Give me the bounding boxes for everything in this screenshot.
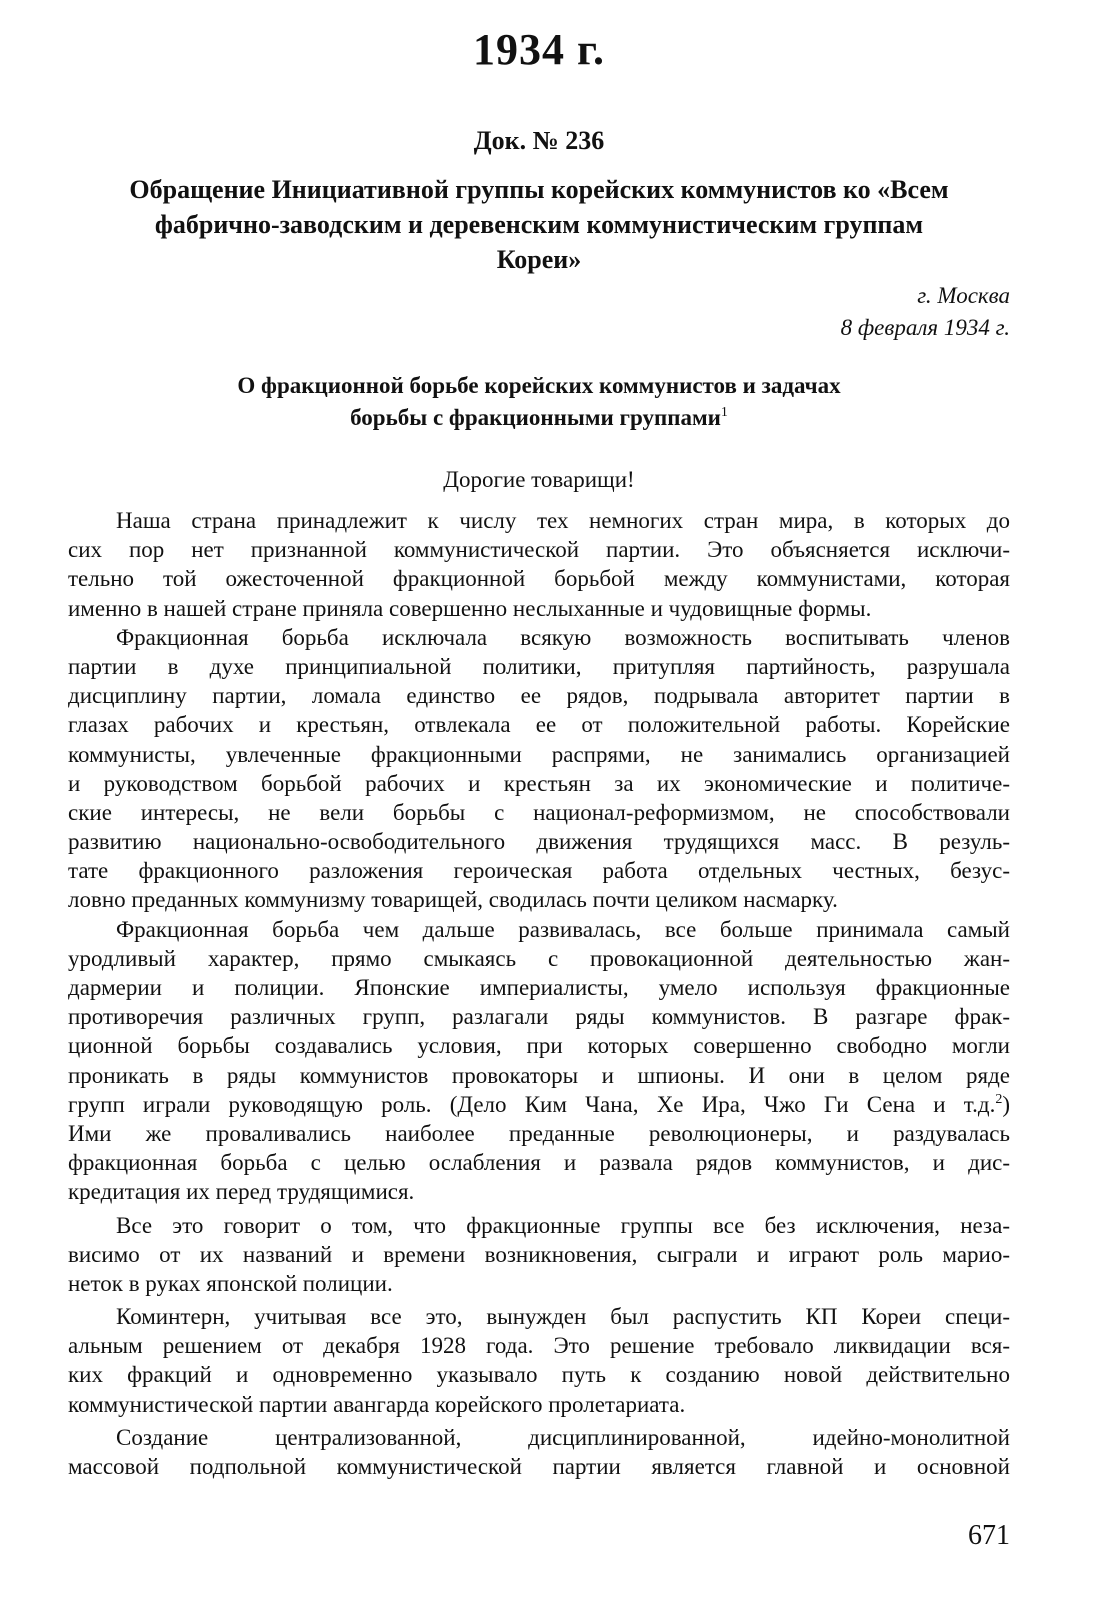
section-subtitle xyxy=(68,370,1010,434)
greeting: Дорогие товарищи! xyxy=(443,467,635,492)
footnote-mark: 2 xyxy=(995,1091,1003,1107)
text-line: противоречия различных групп, разлагали ряды коммунистов. В разгаре фрак- xyxy=(68,1004,1010,1030)
subtitle-line-text: борьбы с фракционными группами xyxy=(350,405,721,430)
text-line: неток в руках японской полиции. xyxy=(68,1270,393,1296)
text-line: альным решением от декабря 1928 года. Это решение требовало ликвидации вся- xyxy=(68,1333,1010,1359)
text-line: партии в духе принципиальной политики, притупляя партийность, разрушала xyxy=(68,653,1010,679)
text-line: ловно преданных коммунизму товарищей, сводилась почти целиком насмарку. xyxy=(68,887,838,913)
text-line: кредитация их перед трудящимися. xyxy=(68,1179,415,1205)
page-number: 671 xyxy=(968,1520,1010,1551)
subtitle-line: О фракционной борьбе корейских коммунистов и задачах xyxy=(237,373,841,398)
document-page xyxy=(68,0,1010,1600)
text-line: Наша страна принадлежит к числу тех немногих стран мира, в которых до xyxy=(116,508,1010,533)
text-line: Фракционная борьба чем дальше развивалась, все больше принимала самый xyxy=(116,916,1010,942)
text-line-with-footnote xyxy=(68,1090,1010,1119)
place: г. Москва xyxy=(917,283,1010,308)
text-line: глазах рабочих и крестьян, отвлекала ее от положительной работы. Корейские xyxy=(68,712,1010,738)
text-line: Все это говорит о том, что фракционные группы все без исключения, неза- xyxy=(116,1212,1010,1238)
text-line: дисциплину партии, ломала единство ее рядов, подрывала авторитет партии в xyxy=(68,683,1010,709)
text-line: ционной борьбы создавались условия, при которых совершенно свободно могли xyxy=(68,1033,1010,1059)
subtitle-line xyxy=(68,402,1010,434)
text-line: дармерии и полиции. Японские империалисты, умело используя фракционные xyxy=(68,975,1010,1000)
text-line: именно в нашей стране приняла совершенно неслыханные и чудовищные формы. xyxy=(68,595,872,621)
closing-paren: ) xyxy=(1002,1091,1010,1117)
text-line: развитию национально-освободительного движения трудящихся масс. В резуль- xyxy=(68,829,1010,855)
text-line-text: групп играли руководящую роль. (Дело Ким Чана, Хе Ира, Чжо Ги Сена и т.д. xyxy=(68,1091,996,1117)
text-line: ские интересы, не вели борьбы с национал-реформизмом, не способствовали xyxy=(68,799,1010,825)
document-title xyxy=(68,172,1010,277)
text-line: сих пор нет признанной коммунистической партии. Это объясняется исключи- xyxy=(68,537,1010,563)
place-and-date xyxy=(841,280,1010,344)
text-line: Ими же проваливались наиболее преданные революционеры, и раздувалась xyxy=(68,1120,1010,1146)
text-line: проникать в ряды коммунистов провокаторы и шпионы. И они в целом ряде xyxy=(68,1062,1010,1088)
text-line: коммунисты, увлеченные фракционными распрями, не занимались организацией xyxy=(68,741,1010,767)
text-line: коммунистической партии авангарда корейского пролетариата. xyxy=(68,1391,686,1417)
body-text xyxy=(68,506,1010,1481)
document-title-line: фабрично-заводским и деревенским коммунистическим группам xyxy=(154,210,924,239)
document-title-line: Кореи» xyxy=(496,245,582,274)
year-heading: 1934 г. xyxy=(472,25,606,74)
document-title-line: Обращение Инициативной группы корейских коммунистов ко «Всем xyxy=(129,175,949,204)
text-line: Коминтерн, учитывая все это, вынужден был распустить КП Кореи специ- xyxy=(116,1304,1010,1330)
text-line: и руководством борьбой рабочих и крестьян за их экономические и политиче- xyxy=(68,770,1010,796)
text-line: массовой подпольной коммунистической партии является главной и основной xyxy=(68,1454,1010,1479)
text-line: тате фракционного разложения героическая работа отдельных честных, безус- xyxy=(68,858,1010,884)
text-line: ких фракций и одновременно указывало путь к созданию новой действительно xyxy=(68,1362,1010,1388)
text-line: уродливый характер, прямо смыкаясь с провокационной деятельностью жан- xyxy=(68,945,1010,971)
text-line: висимо от их названий и времени возникновения, сыграли и играют роль марио- xyxy=(68,1241,1010,1267)
text-line: Фракционная борьба исключала всякую возможность воспитывать членов xyxy=(116,624,1010,650)
text-line: тельно той ожесточенной фракционной борьбой между коммунистами, которая xyxy=(68,566,1010,592)
text-line: Создание централизованной, дисциплинированной, идейно-монолитной xyxy=(116,1424,1010,1450)
document-number: Док. № 236 xyxy=(473,126,605,155)
date: 8 февраля 1934 г. xyxy=(840,315,1010,340)
footnote-mark: 1 xyxy=(720,405,728,420)
text-line: фракционная борьба с целью ослабления и развала рядов коммунистов, и дис- xyxy=(68,1150,1010,1176)
